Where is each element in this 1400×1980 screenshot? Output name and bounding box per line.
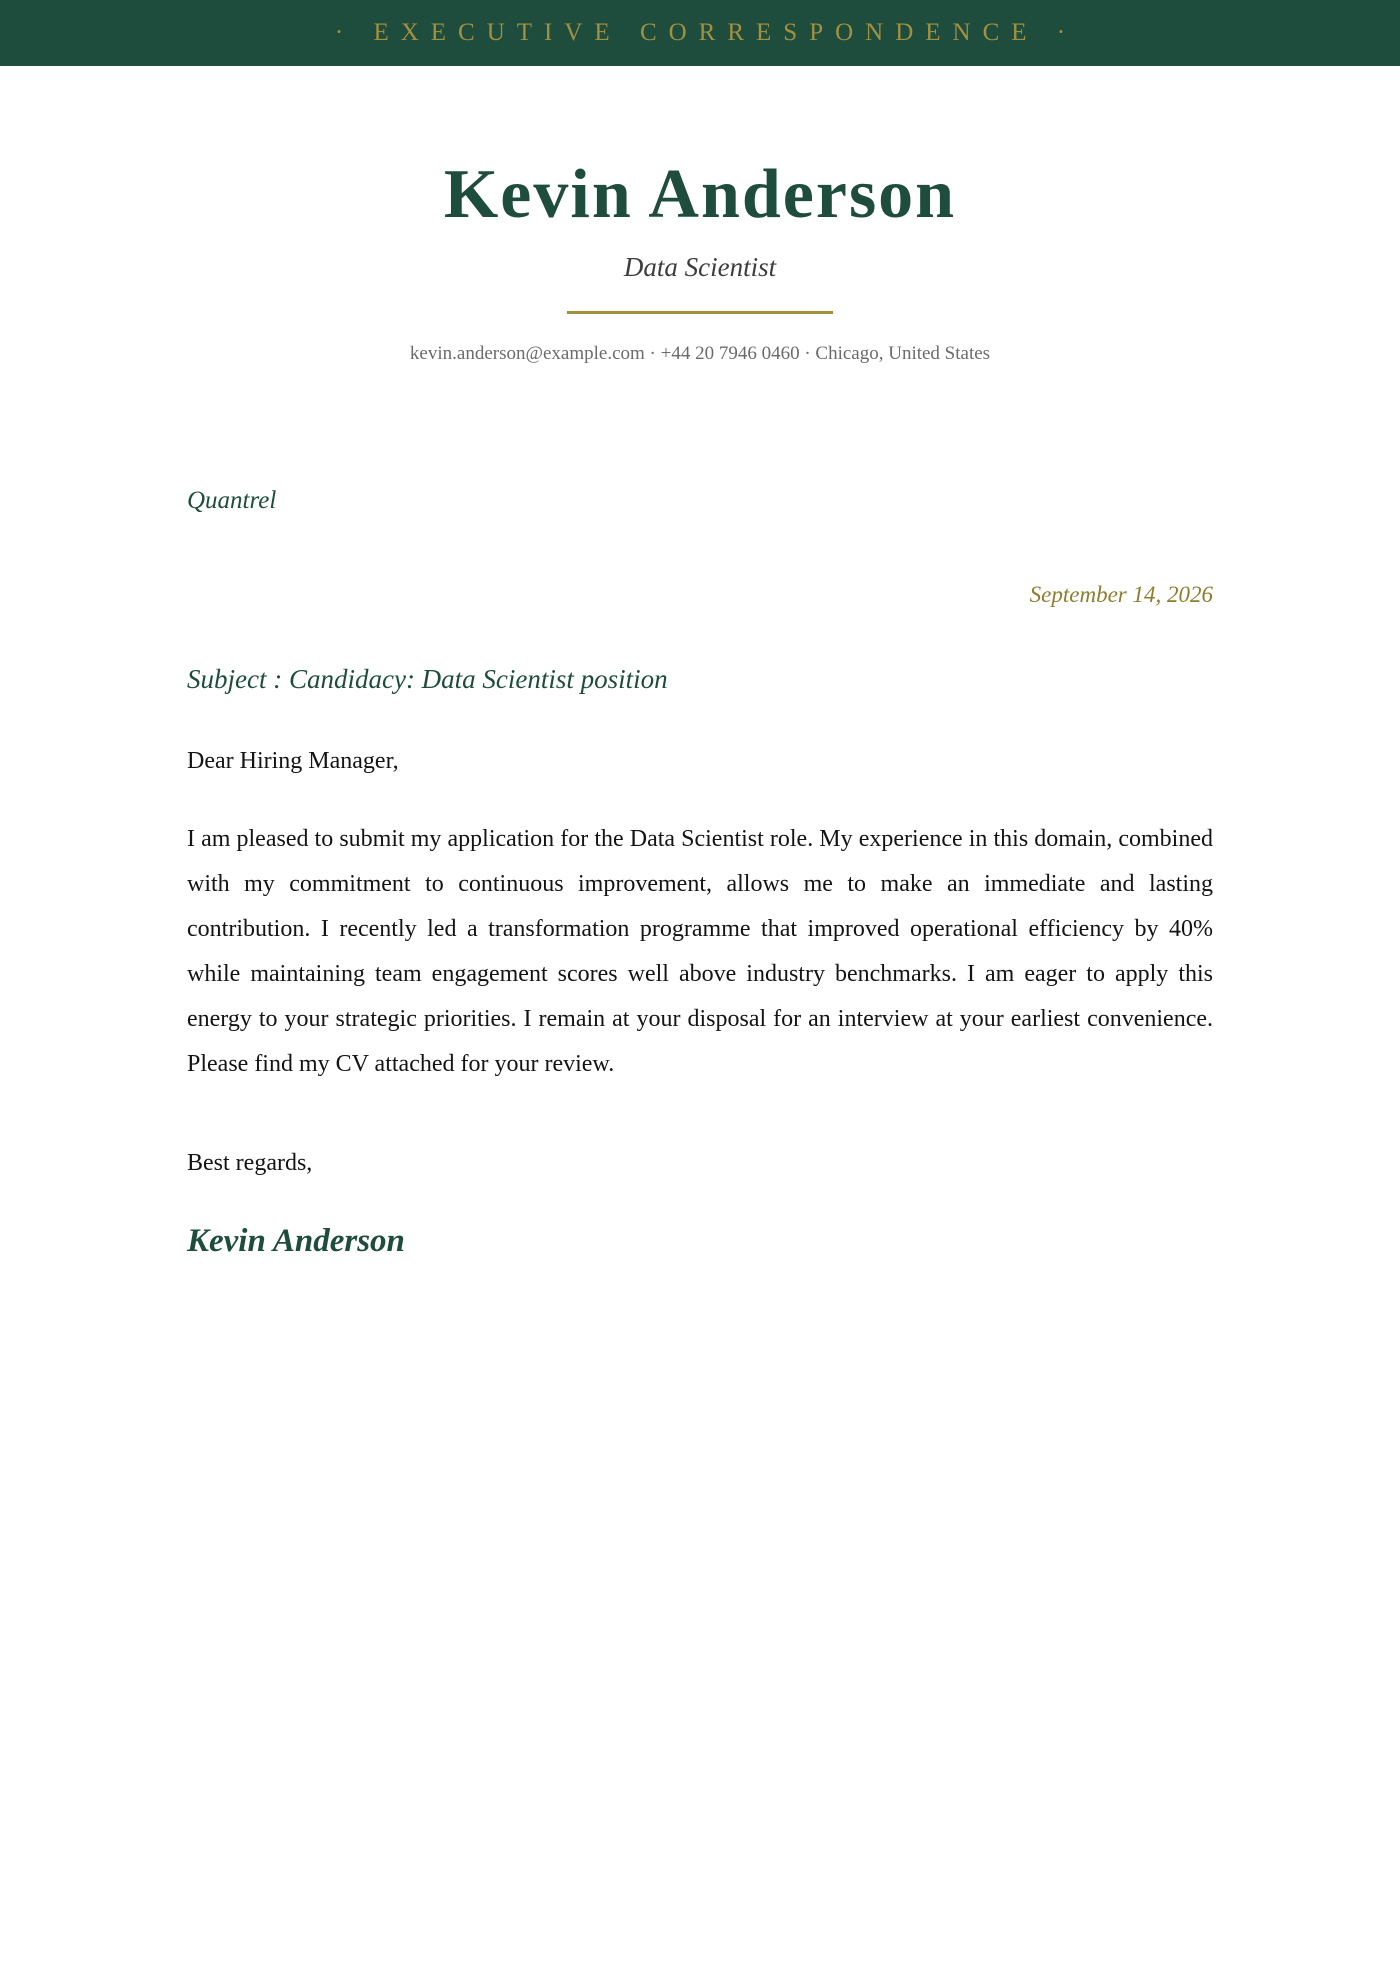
signature: Kevin Anderson [187,1223,405,1259]
letter-header [0,156,1400,364]
sender-name: Kevin Anderson [443,156,957,233]
top-banner [0,0,1400,66]
closing: Best regards, [187,1150,313,1176]
header-divider [567,311,833,314]
letter-content [187,480,1213,1258]
letter-body: I am pleased to submit my application for the Data Scientist role. My experience in this domain, combined with my commitment to continuous improvement, allows me to make an immediate and lasting contribution. I recently led a transformation programme that improved operational efficiency by 40% while maintaining team engagement scores well above industry benchmarks. I am eager to apply this energy to your strategic priorities. I remain at your disposal for an interview at your earliest convenience. Please find my CV attached for your review. [187,826,1213,1077]
sender-role: Data Scientist [623,252,777,282]
recipient-company: Quantrel [187,487,277,514]
salutation: Dear Hiring Manager, [187,748,399,774]
letter-subject: Subject : Candidacy: Data Scientist position [187,664,668,694]
banner-text: · EXECUTIVE CORRESPONDENCE · [334,19,1078,46]
sender-contact: kevin.anderson@example.com · +44 20 7946 0460 · Chicago, United States [409,343,991,364]
letter-date: September 14, 2026 [1029,582,1213,607]
